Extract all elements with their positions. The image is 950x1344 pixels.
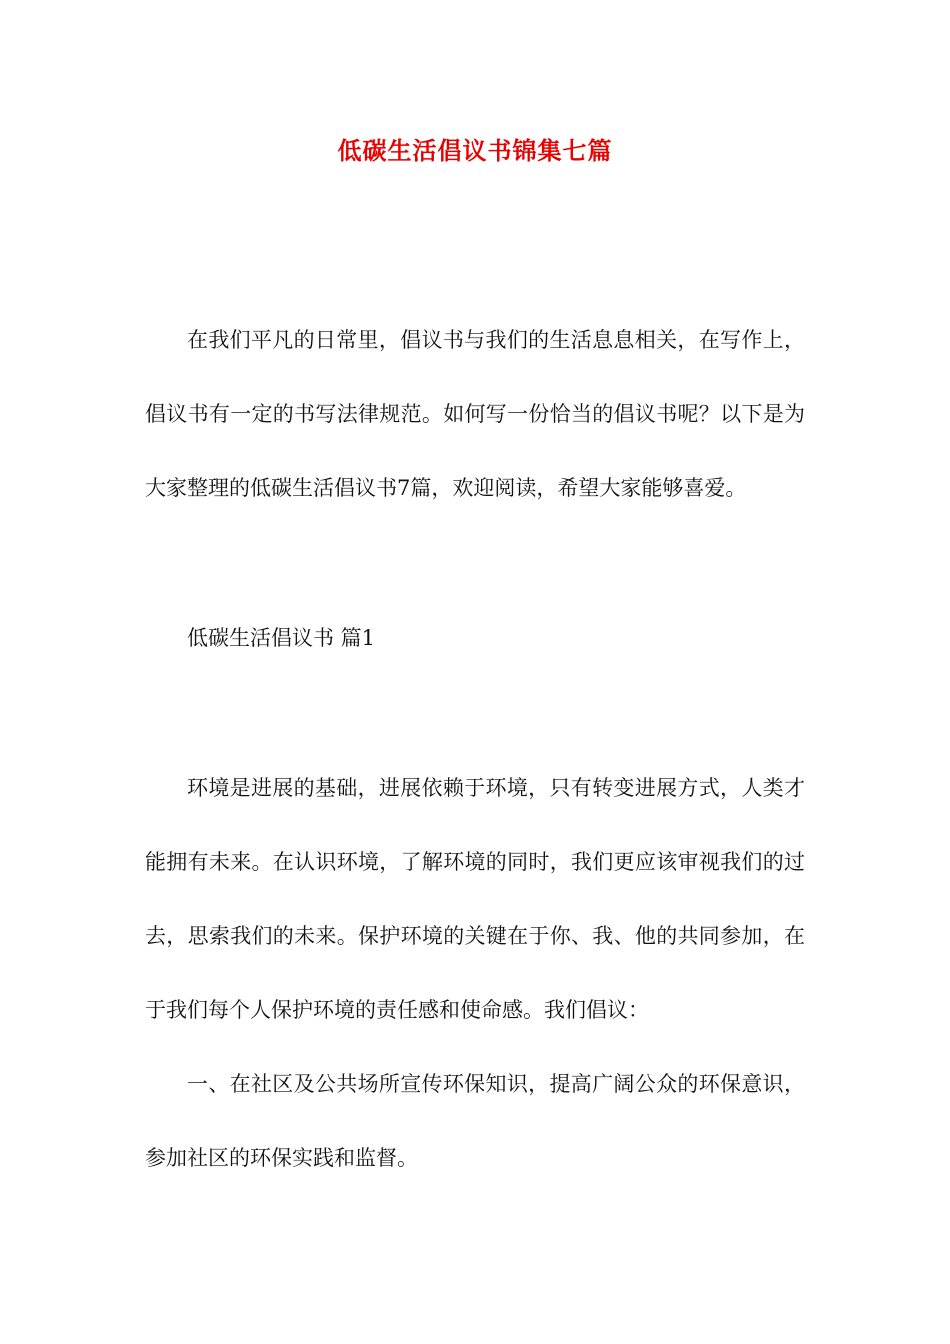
body-paragraph-1: 环境是进展的基础，进展依赖于环境，只有转变进展方式，人类才能拥有未来。在认识环境，了解环境的同时，我们更应该审视我们的过去，思索我们的未来。保护环境的关键在于你、我、他的共同参加，在于我们每个人保护环境的责任感和使命感。我们倡议： [145, 776, 805, 1022]
section-heading: 低碳生活倡议书 篇1 [187, 626, 376, 650]
section-heading-block [145, 601, 805, 675]
intro-paragraph: 在我们平凡的日常里，倡议书与我们的生活息息相关，在写作上，倡议书有一定的书写法律规范。如何写一份恰当的倡议书呢？以下是为大家整理的低碳生活倡议书7篇，欢迎阅读，希望大家能够喜爱。 [145, 328, 805, 500]
body-block [145, 751, 805, 1195]
body-paragraph-2: 一、在社区及公共场所宣传环保知识，提高广阔公众的环保意识，参加社区的环保实践和监督。 [145, 1072, 805, 1170]
document-title: 低碳生活倡议书锦集七篇 [337, 136, 613, 165]
intro-block [145, 303, 805, 525]
